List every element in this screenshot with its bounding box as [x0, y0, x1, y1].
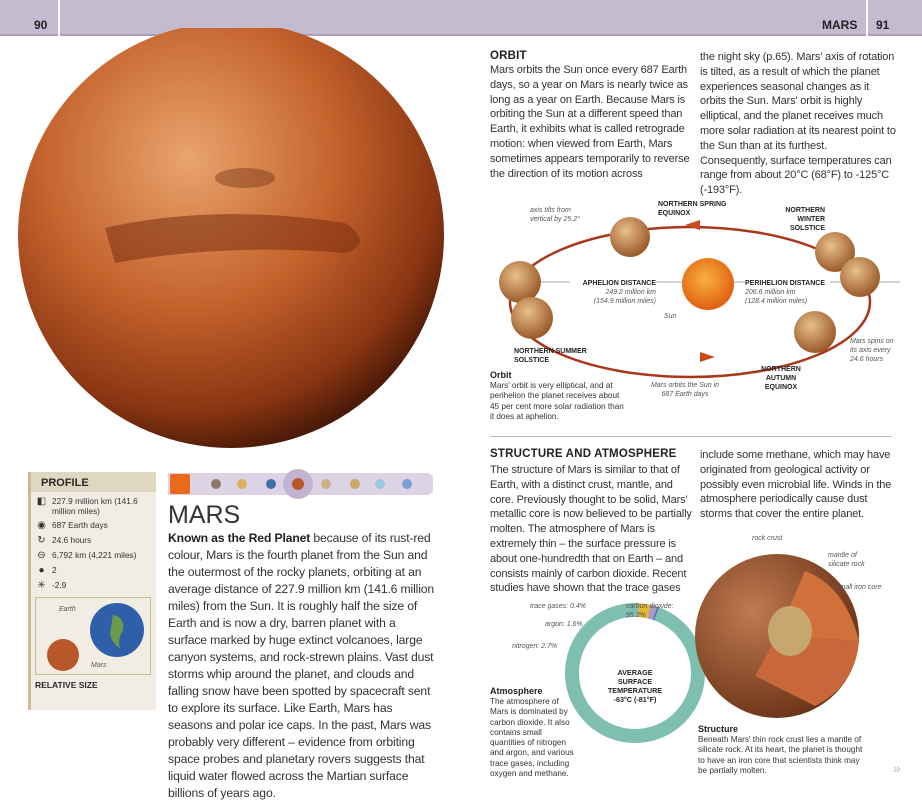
profile-row: [36, 550, 156, 561]
slice-label-nitrogen: nitrogen: 2.7%: [512, 643, 558, 650]
core-label: small iron core: [836, 584, 882, 591]
autumn-equinox-label: NORTHERN AUTUMN EQUINOX: [761, 366, 801, 391]
structure-text-col1: The structure of Mars is similar to that of Earth, with a distinct crust, mantle, and core. Previously thought to be solid, Mars' metallic core is now believed to be partially molten. The atmosphere of Mars is extremely thin – the surface pressure is about one-hundredth that on Earth – and consists mainly of carbon dioxide. Recent studies have shown that the trace gases: [490, 464, 692, 595]
structure-caption: Beneath Mars' thin rock crust lies a mantle of silicate rock. At its heart, the planet is thought to have an iron core that scientists think may be partially molten.: [698, 735, 863, 775]
page-number-right: 91: [876, 18, 890, 32]
planet-strip: [168, 473, 433, 495]
orbit-heading: ORBIT: [490, 50, 527, 62]
rotation-icon: ↻: [37, 535, 46, 546]
planet-icon[interactable]: [170, 474, 190, 494]
page-title: MARS: [168, 501, 241, 529]
orbit-period-label: Mars orbits the Sun in 687 Earth days: [650, 382, 720, 398]
divider: [490, 436, 892, 437]
slice-label-trace: trace gases: 0.4%: [530, 603, 587, 610]
main-body-text: Known as the Red Planet because of its rust-red colour, Mars is the fourth planet from the Sun and the outermost of the rocky planets, orbiting at an average distance of 227.9 million km (141.6 million miles) from the Sun. It is roughly half the size of Earth and is now a dry, barren planet with a surface marked by huge extinct volcanoes, large canyon systems, and rock-strewn plains. Vast dust storms whip around the planet, and clouds and falling snow have been spotted by spacecraft sent to explore its surface. Like Earth, Mars has seasons and polar ice caps. In the past, Mars was probably very different – evidence from orbiting space probes and planetary rovers suggests that liquid water flowed across the Martian surface billions of years ago.: [168, 531, 435, 800]
profile-value: 227.9 million km (141.6 million miles): [52, 496, 138, 516]
relative-size-label: RELATIVE SIZE: [35, 680, 98, 690]
planet-icon[interactable]: [266, 479, 276, 489]
profile-row: [36, 535, 156, 546]
axis-tilt-label: axis tilts from vertical by 25.2°: [530, 207, 580, 223]
moons-icon: ●: [38, 565, 45, 576]
profile-row: [36, 496, 156, 516]
profile-row: [36, 520, 156, 531]
profile-row: [36, 565, 156, 576]
planet-icon[interactable]: [375, 479, 385, 489]
summer-solstice-label: NORTHERN SUMMER SOLSTICE: [514, 348, 587, 364]
orbit-text-col2: the night sky (p.65). Mars' axis of rotation is tilted, as a result of which the planet experiences seasonal changes as it orbits the Sun. Mars' orbit is highly elliptical, and the planet receives much more solar radiation at its nearest point to the Sun than at its furthest. Consequently, surface temperatures can range from about 20°C (68°F) to -125°C (-193°F).: [700, 51, 896, 197]
spring-equinox-label: NORTHERN SPRING EQUINOX: [658, 201, 727, 217]
structure-caption-title: Structure: [698, 724, 739, 734]
earth-label: Earth: [59, 606, 76, 613]
brightness-icon: ✳: [37, 580, 46, 591]
profile-value: 687 Earth days: [52, 520, 108, 530]
atmosphere-caption-title: Atmosphere: [490, 686, 543, 696]
distance-icon: ◧: [36, 496, 47, 507]
structure-heading: STRUCTURE AND ATMOSPHERE: [490, 448, 677, 460]
profile-value: 2: [52, 565, 57, 575]
profile-title: PROFILE: [31, 472, 156, 492]
planet-icon[interactable]: [350, 479, 360, 489]
aphelion-info: APHELION DISTANCE 249.2 million km (154.9 million miles): [570, 279, 656, 306]
planet-icon[interactable]: [237, 479, 247, 489]
slice-label-co2: carbon dioxide: 95.3%: [626, 603, 674, 619]
orbit-caption-title: Orbit: [490, 370, 512, 380]
orbit-icon: ◉: [37, 520, 46, 531]
crust-label: rock crust: [752, 535, 783, 542]
sun-label: Sun: [664, 313, 677, 320]
structure-text-col2: include some methane, which may have originated from geological activity or possibly even microbial life. Winds in the atmosphere periodically cause dust storms that cover the entire planet.: [700, 449, 892, 521]
planet-icon[interactable]: [211, 479, 221, 489]
profile-value: -2.9: [52, 580, 67, 590]
double-chevron-right-icon[interactable]: »: [893, 760, 901, 776]
mars-label: Mars: [91, 662, 107, 669]
sun-icon: [682, 258, 734, 310]
orbit-text-col1: Mars orbits the Sun once every 687 Earth days, so a year on Mars is nearly twice as long as a year on Earth. Because Mars is orbiting the Sun at a different speed than Earth, it exhibits what is called retrograde motion: when viewed from Earth, Mars sometimes appears temporarily to reverse the direction of its motion across: [490, 64, 690, 180]
spin-label: Mars spins on its axis every 24.6 hours: [850, 338, 894, 363]
page-number-left: 90: [34, 18, 48, 32]
mars-image: [15, 28, 447, 448]
planet-icon[interactable]: [321, 479, 331, 489]
profile-row: [36, 580, 156, 591]
average-temperature: AVERAGE SURFACE TEMPERATURE -63°C (-81°F): [607, 668, 663, 704]
planet-icon[interactable]: [402, 479, 412, 489]
perihelion-info: PERIHELION DISTANCE 206.6 million km (128.4 million miles): [745, 279, 830, 306]
section-title: MARS: [822, 18, 858, 32]
profile-box: [28, 472, 156, 710]
profile-value: 6,792 km (4,221 miles): [52, 550, 137, 560]
planet-icon-selected[interactable]: [292, 478, 304, 490]
relative-size-panel: [35, 597, 151, 675]
slice-label-argon: argon: 1.6%: [545, 621, 583, 628]
orbit-caption: Mars' orbit is very elliptical, and at perihelion the planet receives about 45 per cent more solar radiation than it does at aphelion.: [490, 381, 624, 421]
profile-value: 24.6 hours: [52, 535, 92, 545]
mantle-label: mantle of silicate rock: [828, 552, 865, 568]
mars-structure-cutaway: [695, 548, 865, 720]
atmosphere-caption: The atmosphere of Mars is dominated by carbon dioxide. It also contains small quantities of nitrogen and argon, and various trace gases, including oxygen and methane.: [490, 697, 574, 779]
winter-solstice-label: NORTHERN WINTER SOLSTICE: [785, 207, 825, 232]
diameter-icon: ⊖: [37, 550, 46, 561]
